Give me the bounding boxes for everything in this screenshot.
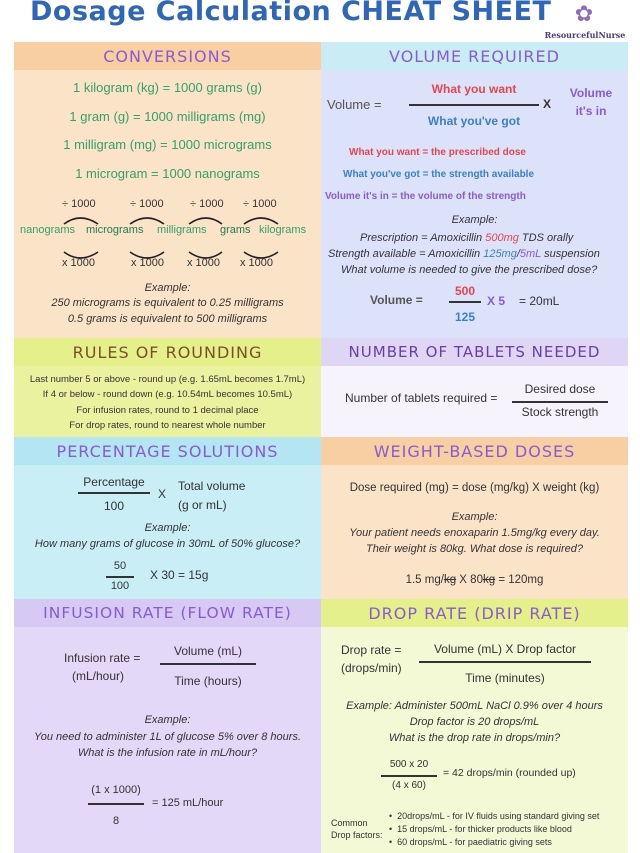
rounding-rule: For infusion rates, round to 1 decimal place: [76, 405, 259, 416]
got-text: What you've got: [427, 114, 521, 128]
unit-grams: grams: [220, 224, 251, 236]
calc-lhs: Volume =: [370, 293, 423, 307]
infusion-header: INFUSION RATE (FLOW RATE): [43, 604, 292, 622]
drop-example: Example: Administer 500mL NaCl 0.9% over 4 hours: [346, 700, 603, 712]
calc-numerator: 500: [454, 284, 476, 298]
volume-lhs: Volume =: [327, 97, 382, 112]
strength-line: Strength available = Amoxicillin 125mg/5mL suspension: [328, 248, 600, 260]
drop-factor-item: • 20drops/mL - for IV fluids using standard giving set: [389, 811, 600, 821]
multiply-label: x 1000: [131, 257, 165, 269]
calc-multiplier: X 5: [487, 294, 506, 308]
conversion-line: 1 gram (g) = 1000 milligrams (mg): [69, 109, 266, 124]
tablets-denominator: Stock strength: [521, 405, 599, 419]
lotus-icon: ✿: [574, 1, 594, 26]
fraction-bar: [106, 576, 134, 578]
weight-formula: Dose required (mg) = dose (mg/kg) X weight (kg): [349, 482, 600, 494]
calc-denominator: 125: [454, 310, 476, 324]
conversion-line: 1 milligram (mg) = 1000 micrograms: [63, 137, 272, 152]
example-label: Example:: [451, 214, 498, 226]
infusion-lhs-units: (mL/hour): [72, 669, 125, 683]
unit-nanograms: nanograms: [20, 224, 76, 236]
drop-lhs-units: (drops/min): [341, 661, 402, 675]
multiply-sign: X: [158, 487, 167, 501]
weight-question: Their weight is 80kg. What dose is required?: [365, 543, 584, 555]
divide-label: ÷ 1000: [130, 198, 164, 210]
calc-result: = 42 drops/min (rounded up): [443, 767, 576, 779]
definition-got: What you've got = the strength available: [343, 169, 535, 180]
infusion-numerator: Volume (mL): [173, 644, 243, 658]
calc-result: X 30 = 15g: [150, 568, 209, 582]
percentage-question: How many grams of glucose in 30mL of 50% glucose?: [34, 538, 301, 550]
multiply-label: x 1000: [62, 257, 96, 269]
conversion-line: 1 kilogram (kg) = 1000 grams (g): [73, 80, 262, 95]
calc-numerator: (1 x 1000): [91, 784, 141, 796]
percentage-denominator: 100: [103, 499, 125, 513]
definition-want: What you want = the prescribed dose: [349, 147, 526, 158]
want-text: What you want: [431, 82, 517, 96]
definition-volume: Volume it's in = the volume of the strength: [325, 191, 526, 202]
drop-numerator: Volume (mL) X Drop factor: [433, 642, 577, 656]
calc-denominator: (4 x 60): [392, 780, 426, 791]
page-title: Dosage Calculation CHEAT SHEET: [30, 0, 552, 27]
weight-calc: 1.5 mg/kg X 80kg = 120mg: [405, 574, 544, 586]
fraction-bar: [419, 661, 591, 663]
example-text: 0.5 grams is equivalent to 500 milligrams: [67, 313, 268, 325]
unit-kilograms: kilograms: [259, 224, 307, 236]
drop-factor-item: • 60 drops/mL - for paediatric giving sets: [389, 837, 552, 847]
prescription-line: Prescription = Amoxicillin 500mg TDS orally: [360, 232, 574, 244]
total-volume-units: (g or mL): [178, 498, 227, 512]
unit-milligrams: milligrams: [157, 224, 207, 236]
example-text: 250 micrograms is equivalent to 0.25 milligrams: [51, 297, 284, 309]
infusion-question: What is the infusion rate in mL/hour?: [77, 747, 258, 759]
common-label: Common: [331, 818, 368, 828]
percentage-header: PERCENTAGE SOLUTIONS: [56, 442, 279, 461]
infusion-section: [14, 599, 321, 853]
calc-result: = 125 mL/hour: [152, 797, 224, 809]
common-label: Drop factors:: [331, 830, 383, 840]
fraction-bar: [160, 663, 256, 665]
calc-result: = 20mL: [519, 294, 560, 308]
drop-denominator: Time (minutes): [465, 671, 545, 685]
percentage-numerator: Percentage: [83, 475, 145, 489]
title-bar: [0, 0, 640, 42]
multiply-label: x 1000: [187, 257, 221, 269]
volume-header: VOLUME REQUIRED: [389, 47, 560, 66]
drop-question: What is the drop rate in drops/min?: [388, 732, 561, 744]
drop-factor-item: • 15 drops/mL - for thicker products like blood: [389, 824, 572, 834]
rounding-section: [14, 338, 321, 437]
drop-header: DROP RATE (DRIP RATE): [368, 604, 581, 623]
total-volume: Total volume: [178, 479, 246, 493]
tablets-lhs: Number of tablets required =: [345, 391, 498, 405]
tablets-section: [321, 338, 628, 437]
infusion-question: You need to administer 1L of glucose 5% over 8 hours.: [33, 731, 302, 743]
infusion-lhs: Infusion rate =: [64, 651, 141, 665]
divide-label: ÷ 1000: [243, 198, 277, 210]
fraction-bar: [409, 104, 539, 106]
example-label: Example:: [144, 714, 191, 726]
rounding-rule: If 4 or below - round down (e.g. 10.54mL becomes 10.5mL): [42, 389, 293, 400]
conversions-section: [14, 42, 321, 338]
volume-question: What volume is needed to give the prescribed dose?: [341, 264, 598, 276]
volume-section: [321, 42, 628, 338]
conversion-arrows: [14, 206, 321, 266]
drop-section: [321, 599, 628, 853]
fraction-bar: [381, 775, 437, 777]
divide-label: ÷ 1000: [62, 198, 96, 210]
brand-name: ResourcefulNurse: [544, 30, 626, 40]
example-label: Example:: [451, 511, 498, 523]
unit-micrograms: micrograms: [86, 224, 144, 236]
multiply-label: x 1000: [240, 257, 274, 269]
volume-in-text: it's in: [575, 104, 607, 118]
example-label: Example:: [144, 522, 191, 534]
volume-in-text: Volume: [569, 86, 613, 100]
brand-logo: [538, 0, 630, 42]
fraction-bar: [78, 492, 150, 494]
calc-numerator: 500 x 20: [389, 759, 429, 770]
fraction-bar: [88, 803, 144, 805]
drop-question: Drop factor is 20 drops/mL: [409, 716, 540, 728]
conversions-header: CONVERSIONS: [103, 47, 232, 66]
weight-header: WEIGHT-BASED DOSES: [373, 442, 576, 461]
rounding-header: RULES OF ROUNDING: [72, 343, 263, 362]
fraction-bar: [449, 301, 481, 303]
rounding-rule: For drop rates, round to nearest whole number: [69, 420, 266, 431]
fraction-bar: [512, 401, 608, 403]
multiply-sign: X: [543, 97, 552, 111]
example-label: Example:: [144, 282, 191, 294]
calc-numerator: 50: [113, 560, 127, 572]
weight-section: [321, 437, 628, 599]
weight-question: Your patient needs enoxaparin 1.5mg/kg every day.: [349, 527, 600, 539]
conversion-line: 1 microgram = 1000 nanograms: [75, 166, 260, 181]
rounding-rule: Last number 5 or above - round up (e.g. 1.65mL becomes 1.7mL): [29, 374, 306, 385]
tablets-numerator: Desired dose: [524, 382, 596, 396]
calc-denominator: 8: [112, 815, 120, 827]
divide-label: ÷ 1000: [190, 198, 224, 210]
infusion-denominator: Time (hours): [174, 674, 242, 688]
percentage-section: [14, 437, 321, 599]
drop-lhs: Drop rate =: [341, 643, 402, 657]
tablets-header: NUMBER OF TABLETS NEEDED: [348, 343, 601, 361]
calc-denominator: 100: [110, 580, 130, 592]
